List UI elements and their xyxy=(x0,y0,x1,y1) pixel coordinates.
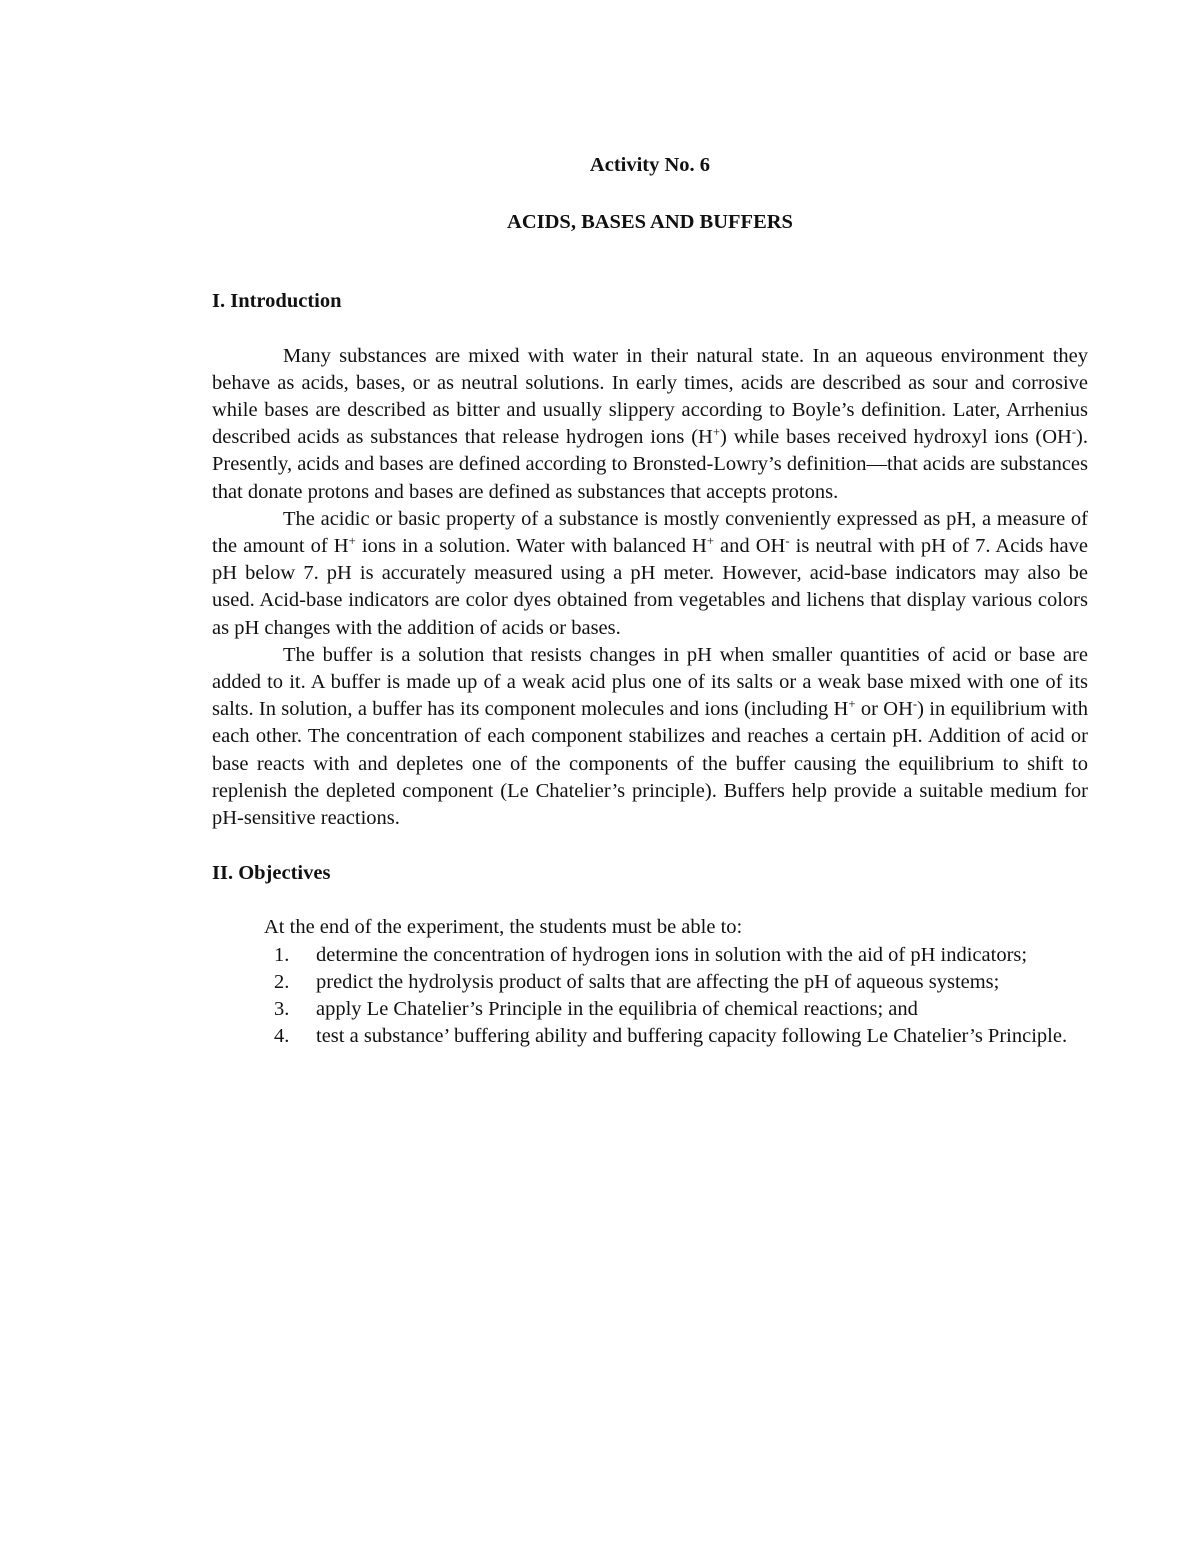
text-span: ). Presently, acids and bases are defined according to Bronsted-Lowry’s definition—that acids are substances that donate protons and bases are defined as substances that accepts protons. xyxy=(212,426,1088,503)
superscript: + xyxy=(712,425,721,440)
list-item-text: test a substance’ buffering ability and buffering capacity following Le Chatelier’s Principle. xyxy=(316,1025,1068,1048)
introduction-heading: I. Introduction xyxy=(212,290,342,313)
objectives-heading: II. Objectives xyxy=(212,862,331,885)
activity-title: Activity No. 6 xyxy=(589,154,711,176)
intro-paragraph-1 xyxy=(212,343,1088,506)
list-number: 3. xyxy=(274,998,290,1021)
superscript: - xyxy=(785,534,790,549)
list-number: 4. xyxy=(274,1025,290,1048)
superscript: - xyxy=(912,697,918,712)
text-span: is neutral with pH of 7. Acids have pH below 7. pH is accurately measured using a pH meter. However, acid-base indicators may also be used. Acid-base indicators are color dyes obtained from vegetables and lichens that display various colors as pH changes with the addition of acids or bases. xyxy=(212,535,1089,639)
list-item xyxy=(212,942,1088,969)
list-item-text: predict the hydrolysis product of salts that are affecting the pH of aqueous systems; xyxy=(316,970,1000,993)
text-span: Many substances are mixed with water in their natural state. In an aqueous environment they behave as acids, bases, or as neutral solutions. In early times, acids are described as sour and corrosive while bases are described as bitter and usually slippery according to Boyle’s definition. Later, Arrhenius described acids as substances that release hydrogen ions (H xyxy=(212,344,1088,449)
list-item-text: determine the concentration of hydrogen ions in solution with the aid of pH indicators; xyxy=(316,943,1028,966)
text-span: ) while bases received hydroxyl ions (OH xyxy=(720,426,1072,449)
superscript: - xyxy=(1071,425,1077,440)
objectives-list xyxy=(212,942,1088,1051)
list-item xyxy=(212,996,1088,1023)
text-span: The buffer is a solution that resists changes in pH when smaller quantities of acid or base are added to it. A buffer is made up of a weak acid plus one of its salts or a weak base mixed with one of its salts. In solution, a buffer has its component molecules and ions (including H xyxy=(212,643,1088,721)
list-item-text: apply Le Chatelier’s Principle in the equilibria of chemical reactions; and xyxy=(316,998,918,1021)
objectives-intro: At the end of the experiment, the students must be able to: xyxy=(264,916,743,939)
list-number: 1. xyxy=(274,943,290,966)
superscript: + xyxy=(706,534,714,549)
text-span: ions in a solution. Water with balanced H xyxy=(355,535,707,558)
text-span: and OH xyxy=(714,535,786,558)
intro-paragraph-3 xyxy=(212,642,1088,832)
text-span: The acidic or basic property of a substance is mostly conveniently expressed as pH, a measure of the amount of H xyxy=(212,507,1088,558)
document-page xyxy=(212,150,1088,1050)
text-span: or OH xyxy=(855,698,913,721)
list-item xyxy=(212,969,1088,996)
intro-paragraph-2 xyxy=(212,506,1088,642)
superscript: + xyxy=(348,534,356,549)
list-item xyxy=(212,1023,1088,1050)
list-number: 2. xyxy=(274,970,290,993)
superscript: + xyxy=(848,697,856,712)
document-title: ACIDS, BASES AND BUFFERS xyxy=(507,211,793,234)
text-span: ) in equilibrium with each other. The concentration of each component stabilizes and reaches a certain pH. Addition of acid or base reacts with and depletes one of the components of the buffer causing the equilibrium to shift to replenish the depleted component (Le Chatelier’s principle). Buffers help provide a suitable medium for pH-sensitive reactions. xyxy=(212,698,1089,830)
